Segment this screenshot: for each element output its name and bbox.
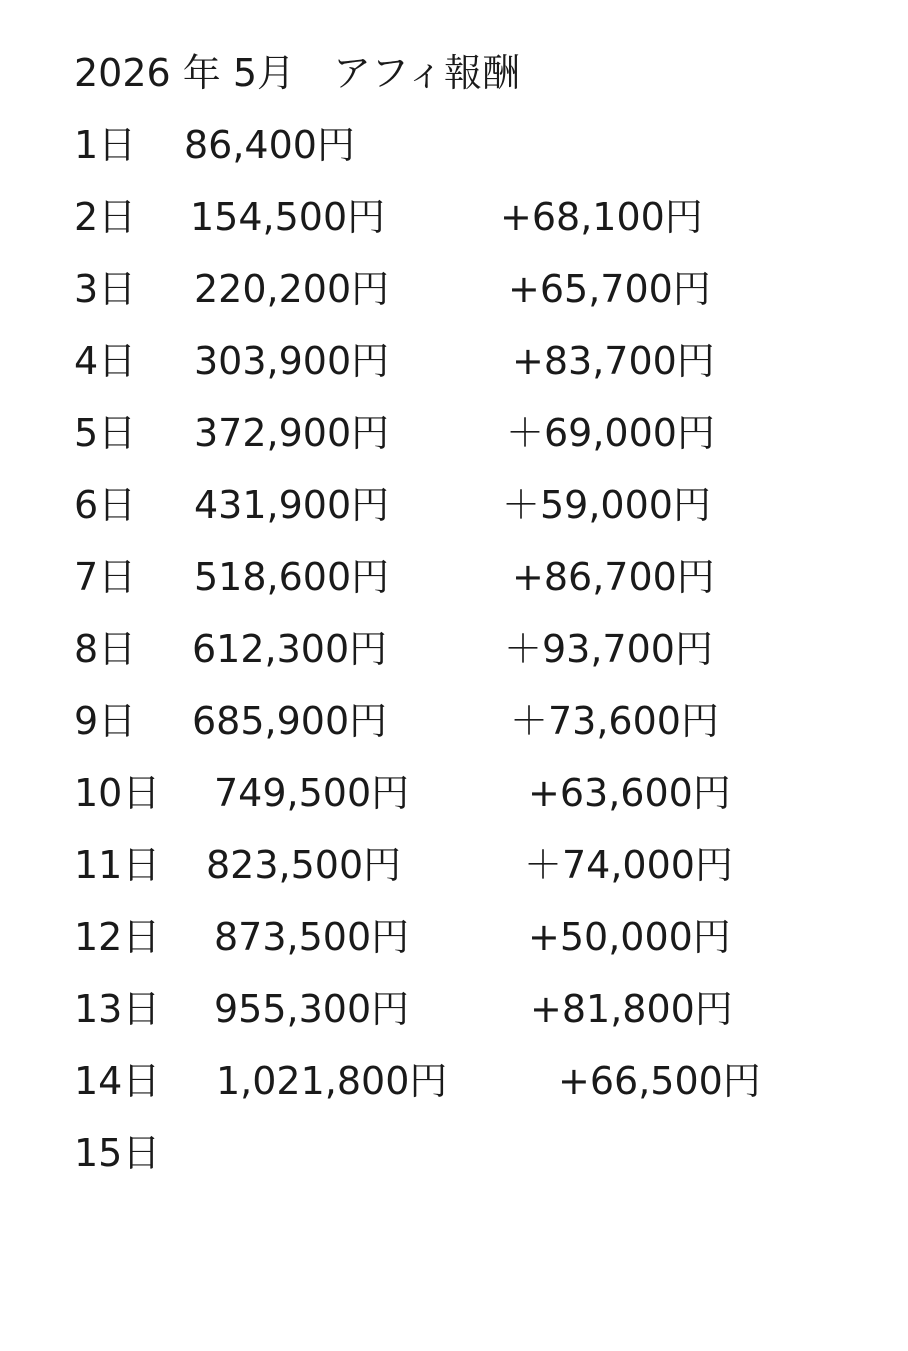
note-row [74, 403, 715, 463]
row-diff: +65,700円 [508, 267, 711, 311]
row-day: 7日 [74, 555, 137, 599]
row-diff: +50,000円 [528, 915, 731, 959]
note-title: 2026 年 5月 アフィ報酬 [74, 51, 521, 95]
row-day: 6日 [74, 483, 137, 527]
note-row [74, 691, 719, 751]
row-total: 612,300円 [192, 627, 388, 671]
note-row [74, 1051, 761, 1111]
row-day: 15日 [74, 1131, 161, 1175]
row-total: 154,500円 [190, 195, 386, 239]
note-row [74, 475, 711, 535]
row-day: 5日 [74, 411, 137, 455]
row-total: 685,900円 [192, 699, 388, 743]
note-row [74, 115, 355, 175]
row-diff: +83,700円 [512, 339, 715, 383]
row-total: 86,400円 [184, 123, 355, 167]
row-day: 1日 [74, 123, 137, 167]
note-row [74, 547, 715, 607]
note-row [74, 835, 733, 895]
note-row [74, 979, 733, 1039]
row-day: 4日 [74, 339, 137, 383]
row-day: 14日 [74, 1059, 161, 1103]
row-total: 372,900円 [194, 411, 390, 455]
row-total: 431,900円 [194, 483, 390, 527]
row-total: 873,500円 [214, 915, 410, 959]
row-diff: +66,500円 [558, 1059, 761, 1103]
note-row [74, 907, 731, 967]
row-diff: ＋69,000円 [506, 411, 715, 455]
row-diff: ＋74,000円 [524, 843, 733, 887]
row-day: 3日 [74, 267, 137, 311]
row-total: 823,500円 [206, 843, 402, 887]
note-row [74, 187, 703, 247]
row-diff: +86,700円 [512, 555, 715, 599]
row-diff: ＋93,700円 [504, 627, 713, 671]
note-row [74, 259, 711, 319]
row-diff: +81,800円 [530, 987, 733, 1031]
row-day: 9日 [74, 699, 137, 743]
row-diff: ＋73,600円 [510, 699, 719, 743]
row-day: 8日 [74, 627, 137, 671]
row-day: 2日 [74, 195, 137, 239]
row-diff: +63,600円 [528, 771, 731, 815]
row-total: 1,021,800円 [216, 1059, 448, 1103]
note-row [74, 1123, 161, 1183]
row-total: 518,600円 [194, 555, 390, 599]
note-row [74, 619, 713, 679]
row-diff: ＋59,000円 [502, 483, 711, 527]
row-total: 955,300円 [214, 987, 410, 1031]
row-day: 12日 [74, 915, 161, 959]
row-day: 11日 [74, 843, 161, 887]
row-day: 10日 [74, 771, 161, 815]
row-total: 220,200円 [194, 267, 390, 311]
note-row [74, 763, 731, 823]
note-row [74, 331, 715, 391]
row-day: 13日 [74, 987, 161, 1031]
row-total: 303,900円 [194, 339, 390, 383]
row-diff: +68,100円 [500, 195, 703, 239]
row-total: 749,500円 [214, 771, 410, 815]
